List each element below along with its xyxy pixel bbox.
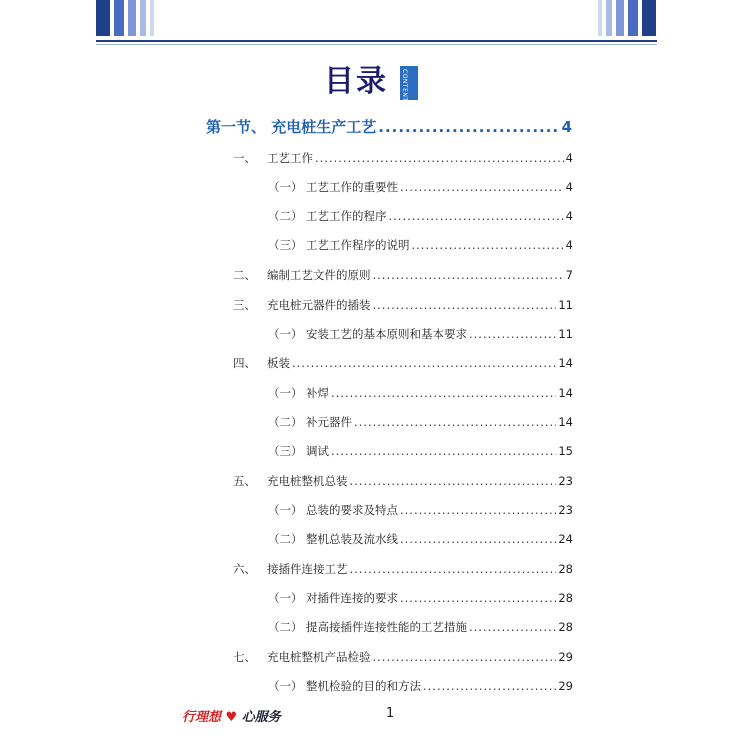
toc-number: （二） [268, 415, 303, 429]
toc-title: 安装工艺的基本原则和基本要求 [306, 327, 467, 341]
toc-leader [350, 474, 557, 488]
toc-item[interactable] [233, 297, 573, 313]
toc-title: 补焊 [306, 386, 329, 400]
toc-item[interactable] [268, 502, 573, 518]
toc-leader [350, 562, 557, 576]
toc-page: 14 [558, 386, 573, 400]
toc-title: 工艺工作的程序 [306, 209, 387, 223]
toc-number: （一） [268, 327, 303, 341]
toc-page: 4 [565, 209, 573, 223]
toc-number: （二） [268, 209, 303, 223]
contents-badge-text: CONTENTS [401, 69, 408, 106]
toc-item[interactable] [268, 443, 573, 459]
toc-leader [469, 327, 556, 341]
toc-leader [423, 679, 556, 693]
toc-number: 七、 [233, 650, 256, 664]
toc-item[interactable] [268, 326, 573, 342]
toc-title: 充电桩整机总装 [267, 474, 348, 488]
toc-number: （一） [268, 386, 303, 400]
contents-badge [400, 66, 418, 106]
toc-number: （三） [268, 444, 303, 458]
toc-page: 29 [558, 650, 573, 664]
toc-title: 调试 [306, 444, 329, 458]
toc-page: 23 [558, 503, 573, 517]
toc-number: （一） [268, 180, 303, 194]
toc-leader [373, 650, 557, 664]
slogan-part2: 心服务 [241, 710, 281, 725]
toc-number: 四、 [233, 356, 256, 370]
toc-leader [331, 444, 556, 458]
header-stripes-left [96, 0, 158, 36]
toc-page: 4 [561, 118, 572, 136]
toc-page: 28 [558, 620, 573, 634]
toc-page: 23 [558, 474, 573, 488]
toc-item[interactable] [268, 237, 573, 253]
toc-item[interactable] [268, 619, 573, 635]
toc-item[interactable] [268, 678, 573, 694]
toc-item[interactable] [268, 179, 573, 195]
toc-number: （二） [268, 532, 303, 546]
toc-number: 三、 [233, 298, 256, 312]
toc-item[interactable] [233, 150, 573, 166]
toc-number: 六、 [233, 562, 256, 576]
toc-page: 11 [558, 327, 573, 341]
toc-page: 28 [558, 591, 573, 605]
toc-page: 4 [565, 238, 573, 252]
toc-page: 4 [565, 180, 573, 194]
toc-item[interactable] [268, 385, 573, 401]
toc-title: 接插件连接工艺 [267, 562, 348, 576]
header-rule [96, 40, 657, 42]
toc-title: 工艺工作 [267, 151, 313, 165]
toc-leader [354, 415, 556, 429]
toc-page: 11 [558, 298, 573, 312]
toc-title: 工艺工作的重要性 [306, 180, 398, 194]
toc-title: 对插件连接的要求 [306, 591, 398, 605]
toc-title: 补元器件 [306, 415, 352, 429]
toc-item[interactable] [233, 267, 573, 283]
footer-slogan-logo [182, 706, 281, 726]
toc-page: 29 [558, 679, 573, 693]
page-number: 1 [386, 706, 395, 721]
toc-page: 28 [558, 562, 573, 576]
toc-number: （三） [268, 238, 303, 252]
contents-title: 目录 [324, 64, 388, 99]
toc-leader [469, 620, 556, 634]
toc-title: 板装 [267, 356, 290, 370]
toc-number: （一） [268, 591, 303, 605]
toc-title: 整机总装及流水线 [306, 532, 398, 546]
toc-number: 二、 [233, 268, 256, 282]
toc-page: 24 [558, 532, 573, 546]
toc-leader [400, 532, 556, 546]
toc-leader [400, 503, 556, 517]
slogan-part1: 行理想 [182, 710, 222, 725]
toc-section-1[interactable] [206, 116, 572, 137]
toc-number: 五、 [233, 474, 256, 488]
toc-title: 充电桩整机产品检验 [267, 650, 371, 664]
toc-page: 7 [565, 268, 573, 282]
toc-page: 14 [558, 356, 573, 370]
toc-item[interactable] [268, 414, 573, 430]
toc-number: （一） [268, 679, 303, 693]
toc-leader [412, 238, 564, 252]
toc-leader [389, 209, 564, 223]
toc-item[interactable] [233, 561, 573, 577]
toc-leader [378, 118, 559, 136]
toc-number: 一、 [233, 151, 256, 165]
toc-leader [315, 151, 564, 165]
toc-title: 总装的要求及特点 [306, 503, 398, 517]
toc-leader [373, 268, 564, 282]
toc-item[interactable] [233, 473, 573, 489]
toc-item[interactable] [268, 208, 573, 224]
toc-title: 整机检验的目的和方法 [306, 679, 421, 693]
toc-title: 编制工艺文件的原则 [267, 268, 371, 282]
toc-leader [292, 356, 556, 370]
header-stripes-right [598, 0, 656, 36]
toc-number: （二） [268, 620, 303, 634]
toc-page: 4 [565, 151, 573, 165]
toc-page: 14 [558, 415, 573, 429]
toc-leader [400, 591, 556, 605]
toc-leader [400, 180, 564, 194]
toc-page: 15 [558, 444, 573, 458]
toc-item[interactable] [268, 531, 573, 547]
header-rule-thin [96, 44, 657, 45]
toc-title: 提高接插件连接性能的工艺措施 [306, 620, 467, 634]
toc-leader [373, 298, 557, 312]
toc-item[interactable] [233, 649, 573, 665]
toc-title: 充电桩元器件的插装 [267, 298, 371, 312]
contents-logo [324, 64, 420, 106]
toc-item[interactable] [233, 355, 573, 371]
toc-title: 充电桩生产工艺 [271, 118, 377, 136]
toc-title: 工艺工作程序的说明 [306, 238, 410, 252]
toc-number: （一） [268, 503, 303, 517]
toc-item[interactable] [268, 590, 573, 606]
heart-icon: ♥ [225, 710, 238, 725]
toc-leader [331, 386, 556, 400]
toc-number: 第一节、 [206, 118, 267, 136]
